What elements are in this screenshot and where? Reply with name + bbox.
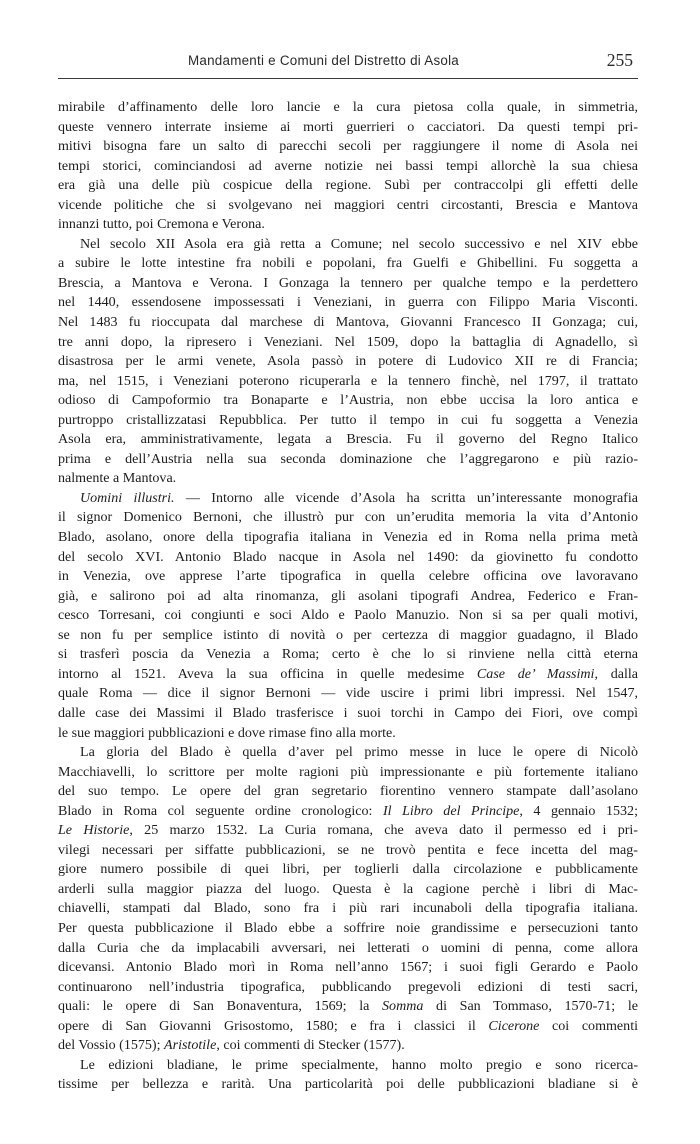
text-line [58,821,638,841]
text-line: La gloria del Blado è quella d’aver pel primo messe in luce le opere di Nicolò [80,744,638,761]
running-head [60,50,637,72]
italic-title-cicerone: Cicerone [488,1017,540,1034]
text-line: il signor Domenico Bernoni, che illustrò pur con un’erudita memoria la vita d’Antonio [58,509,638,526]
text-line: si trasferì poscia da Venezia a Roma; certo è che lo si rinviene nella città eterna [58,646,638,663]
paragraph-4 [58,743,638,1056]
page-number: 255 [606,50,633,70]
text-line: Nel secolo XII Asola era già retta a Comune; nel secolo successivo e nel XIV ebbe [80,235,638,252]
text-line: vilegi necessari per siffatte pubblicazioni, se ne trovò pentita e fece incetta del mag- [58,841,638,858]
text-line: quale Roma — dice il signor Bernoni — vide uscire i primi libri impressi. Nel 1547, [58,685,638,702]
text-line: del suo tempo. Le opere del gran segretario fiorentino vennero stampate dall’asolano [58,783,638,800]
text-fragment: opere di San Giovanni Grisostomo, 1580; e fra i classici il [58,1017,489,1034]
italic-title-historie: Le Historie [58,822,130,839]
text-line: se non fu per semplice istinto di novità o per certezza di maggior guadagno, il Blado [58,626,638,643]
text-fragment: coi commenti [539,1017,638,1034]
text-line: nel 1440, essendosene impossessati i Veneziani, in guerra con Filippo Maria Visconti. [58,294,638,311]
text-fragment: di San Tommaso, 1570-71; le [423,998,639,1015]
text-line: tempi storici, cominciandosi ad averne notizie nei bassi tempi allorchè la sua chiesa [58,157,638,174]
text-line: dalle case dei Massimi il Blado trasferisce i suoi torchi in Campo dei Fiori, ove compì [58,704,638,721]
text-line [58,665,638,685]
text-line: Brescia, a Mantova e Verona. I Gonzaga la tennero per qualche tempo e la perdettero [58,274,638,291]
text-fragment: quali: le opere di San Bonaventura, 1569; la [58,998,383,1015]
text-line: dalla Curia che da implacabili avversari, nei letterati o uomini di penna, come allora [58,939,638,956]
text-line: ma, nel 1515, i Veneziani poterono ricuperarla e la tennero finchè, nel 1797, il trattato [58,372,638,389]
text-line: purtroppo cristallizzatasi Repubblica. Per tutto il tempo in cui fu soggetta a Venezia [58,411,638,428]
text-line: dicevansi. Antonio Blado morì in Roma nell’anno 1567; i suoi figli Gerardo e Paolo [58,959,638,976]
paragraph-1 [58,98,638,235]
text-line: mitivi bisogna fare un salto di parecchi secoli per raggiungere il nome di Asola nei [58,138,638,155]
italic-title-aristotile: Aristotile [164,1037,217,1054]
paragraph-3 [58,489,638,743]
text-line: arderli sulla maggior piazza del luogo. Questa è la cagione perchè i libri di Mac- [58,880,638,897]
text-line: chiavelli, stampati dal Blado, sono fra i più rari incunaboli della tipografia italiana. [58,900,638,917]
text-fragment: , coi commenti di Stecker (1577). [216,1037,405,1054]
text-line [58,997,638,1017]
text-line [58,489,638,509]
text-line: già, e salirono poi ad alta rinomanza, gli asolani tipografi Andrea, Federico e Fran- [58,587,638,604]
text-line: tissime per bellezza e rarità. Una particolarità poi delle pubblicazioni bladiane si è [58,1076,638,1093]
text-line: a subire le lotte intestine fra nobili e popolani, fra Guelfi e Ghibellini. Fu soggetta a [58,255,638,272]
text-line: queste vennero interrate insieme ai morti guerrieri o cacciatori. Da questi tempi pri- [58,118,638,135]
text-line [58,1036,638,1056]
text-line: giore numero possibile di quei libri, per toglierli dalla circolazione e pubblicamente [58,861,638,878]
text-line: Asola era, amministrativamente, legata a Brescia. Fu il governo del Regno Italico [58,431,638,448]
italic-title-principe: Il Libro del Principe [382,802,520,819]
text-line: nalmente a Mantova. [58,470,177,487]
running-title: Mandamenti e Comuni del Distretto di Asola [188,53,460,68]
text-line: in Venezia, ove apprese l’arte tipografica in quella celebre officina ove lavoravano [58,568,638,585]
paragraph-2 [58,235,638,489]
text-line: disastrosa per le armi venete, Asola passò in potere di Ludovico XII re di Francia; [58,353,638,370]
text-fragment: Blado in Roma col seguente ordine cronologico: [58,802,383,819]
text-line: odioso di Campoformio tra Bonaparte e l’Austria, non ebbe uccisa la loro antica e [58,392,638,409]
text-line: Nel 1483 fu rioccupata dal marchese di Mantova, Giovanni Francesco II Gonzaga; cui, [58,314,638,331]
text-line [58,802,638,822]
text-fragment: del Vossio (1575); [58,1037,165,1054]
paragraph-5 [58,1056,638,1095]
text-line: del secolo XVI. Antonio Blado nacque in Asola nel 1490: da giovinetto fu condotto [58,548,638,565]
text-line: Blado, asolano, onore della tipografia italiana in Venezia ed in Roma nella prima metà [58,529,638,546]
header-rule [58,78,638,79]
section-heading-uomini-illustri: Uomini illustri. [80,489,175,506]
italic-title-somma: Somma [382,998,424,1015]
text-line: Le edizioni bladiane, le prime specialmente, hanno molto pregio e sono ricerca- [80,1056,638,1073]
text-line [58,1017,638,1037]
text-line: vicende politiche che si svolgevano nei maggiori centri circostanti, Brescia e Mantova [58,196,638,213]
text-line: tre anni dopo, la ripresero i Veneziani. Nel 1509, dopo la battaglia di Agnadello, sì [58,333,638,350]
text-line: prima e dell’Austria nella sua seconda dominazione che l’aggregarono e più razio- [58,450,638,467]
text-fragment: , 25 marzo 1532. La Curia romana, che aveva dato il permesso ed i pri- [129,822,638,839]
text-line: continuarono nell’industria tipografica, pubblicando pregevoli edizioni di testi sacri, [58,978,638,995]
text-fragment: intorno al 1521. Aveva la sua officina in quelle medesime [58,665,477,682]
text-fragment: , 4 gennaio 1532; [519,802,638,819]
italic-title-case-de-massimi: Case de’ Massimi [476,665,595,682]
text-line: mirabile d’affinamento delle loro lancie e la cura pietosa colla quale, in simmetria, [58,99,638,115]
text-fragment: — Intorno alle vicende d’Asola ha scritta un’interessante monografia [174,489,638,506]
text-line: le sue maggiori pubblicazioni e dove rimase fino alla morte. [58,724,396,741]
text-line: era già una delle più cospicue della regione. Subì per contraccolpi gli effetti delle [58,177,638,194]
text-line: innanzi tutto, poi Cremona e Verona. [58,216,265,233]
text-line: Macchiavelli, lo scrittore per molte ragioni più impressionante e più fortemente italiano [58,763,638,780]
text-line: Per questa pubblicazione il Blado ebbe a soffrire noie grandissime e persecuzioni tanto [58,919,638,936]
text-fragment: , dalla [594,665,639,682]
text-line: cesco Torresani, coi congiunti e soci Aldo e Paolo Manuzio. Non si sa per quali motivi, [58,607,638,624]
body-text [58,98,638,1095]
